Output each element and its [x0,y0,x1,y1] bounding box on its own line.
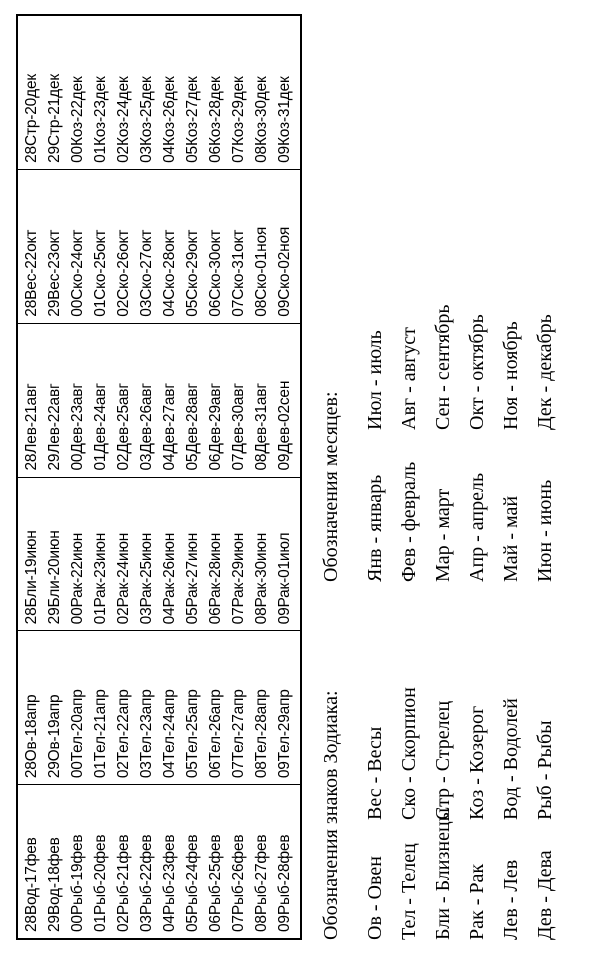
table-cell: 03Дев-26авг [138,383,155,471]
table-cell: 09Коз-31дек [276,76,293,163]
table-column [18,169,300,323]
table-cell: 00Коз-22дек [69,76,86,163]
table-cell: 09Тел-29апр [276,689,293,779]
table-column [18,784,300,938]
table-cell: 08Дев-31авг [253,383,270,471]
zodiac-legend-title: Обозначения знаков Зодиака: [320,690,342,940]
table-cell: 08Коз-30дек [253,76,270,163]
table-cell: 02Рыб-21фев [115,834,132,932]
table-cell: 08Тел-28апр [253,689,270,779]
month-legend-item: Дек - декабрь [534,314,556,430]
table-cell: 09Рак-01июл [276,532,293,625]
table-cell: 05Тел-25апр [184,689,201,779]
table-cell: 02Ско-26окт [115,229,132,317]
month-legend-item: Ноя - ноябрь [500,321,522,430]
table-cell: 04Дев-27авг [161,383,178,471]
month-legend-item: Фев - февраль [398,461,420,582]
table-column [18,16,300,169]
table-cell: 00Дев-23авг [69,383,86,471]
month-legend-item: Июл - июль [364,330,386,430]
table-cell: 29Ов-19апр [46,694,63,779]
table-cell: 01Рак-23июн [92,532,109,625]
zodiac-legend-item: Вод - Водолей [500,698,522,820]
month-legend-item: Май - май [500,495,522,582]
table-cell: 07Дев-30авг [230,383,247,471]
table-cell: 00Рыб-19фев [69,834,86,932]
table-cell: 06Дев-29авг [207,383,224,471]
table-cell: 03Рак-25июн [138,532,155,625]
month-legend-item: Авг - август [398,327,420,430]
legend-area [320,14,580,940]
table-cell: 03Ско-27окт [138,229,155,317]
zodiac-legend-item: Дев - Дева [534,850,556,940]
table-cell: 01Рыб-20фев [92,834,109,932]
table-cell: 01Коз-23дек [92,76,109,163]
table-cell: 02Рак-24июн [115,532,132,625]
table-cell: 08Рыб-27фев [253,834,270,932]
zodiac-legend-item: Лев - Лев [500,859,522,940]
table-cell: 03Тел-23апр [138,689,155,779]
table-cell: 07Рак-29июн [230,532,247,625]
table-cell: 08Ско-01ноя [253,226,270,317]
table-cell: 00Тел-20апр [69,689,86,779]
table-cell: 06Рак-28июн [207,532,224,625]
table-cell: 01Дев-24авг [92,383,109,471]
table-cell: 05Рыб-24фев [184,834,201,932]
zodiac-legend-item: Рыб - Рыбы [534,720,556,820]
month-legend-title: Обозначения месяцев: [320,391,342,582]
table-cell: 29Вод-18фев [46,837,63,932]
table-cell: 08Рак-30июн [253,532,270,625]
zodiac-legend-item: Вес - Весы [364,726,386,820]
table-cell: 07Рыб-26фев [230,834,247,932]
table-cell: 02Тел-22апр [115,689,132,779]
zodiac-date-table [16,14,302,940]
zodiac-legend-item: Бли - Близнецы [432,807,454,940]
table-cell: 29Лев-22авг [46,383,63,471]
table-cell: 04Коз-26дек [161,76,178,163]
table-cell: 00Рак-22июн [69,532,86,625]
zodiac-legend-item: Тел - Телец [398,843,420,940]
table-cell: 06Рыб-25фев [207,834,224,932]
table-cell: 29Стр-21дек [46,74,63,163]
zodiac-legend-item: Рак - Рак [466,863,488,940]
table-cell: 06Коз-28дек [207,76,224,163]
table-cell: 05Ско-29окт [184,229,201,317]
month-legend-item: Апр - апрель [466,472,488,582]
table-cell: 28Ов-18апр [23,694,40,779]
zodiac-legend-item: Ско - Скорпион [398,687,420,820]
table-cell: 01Ско-25окт [92,229,109,317]
table-column [18,630,300,784]
table-cell: 05Рак-27июн [184,532,201,625]
table-cell: 09Дев-02сен [276,380,293,471]
month-legend-item: Сен - сентябрь [432,304,454,430]
table-cell: 02Дев-25авг [115,383,132,471]
table-cell: 05Дев-28авг [184,383,201,471]
table-cell: 07Коз-29дек [230,76,247,163]
zodiac-legend-item: Ов - Овен [364,856,386,940]
table-cell: 05Коз-27дек [184,76,201,163]
table-cell: 02Коз-24дек [115,76,132,163]
table-cell: 07Тел-27апр [230,689,247,779]
table-cell: 04Рак-26июн [161,532,178,625]
table-cell: 09Ско-02ноя [276,226,293,317]
table-cell: 28Стр-20дек [23,74,40,163]
zodiac-legend-item: Коз - Козерог [466,705,488,820]
month-legend-item: Окт - октябрь [466,314,488,430]
month-legend-item: Янв - январь [364,474,386,582]
table-cell: 00Ско-24окт [69,229,86,317]
table-column [18,477,300,631]
table-cell: 03Коз-25дек [138,76,155,163]
table-cell: 04Рыб-23фев [161,834,178,932]
table-cell: 29Вес-23окт [46,229,63,317]
table-cell: 28Лев-21авг [23,383,40,471]
table-column [18,323,300,477]
table-cell: 28Вес-22окт [23,229,40,317]
table-cell: 04Ско-28окт [161,229,178,317]
table-cell: 01Тел-21апр [92,689,109,779]
table-cell: 28Бли-19июн [23,530,40,625]
table-cell: 04Тел-24апр [161,689,178,779]
table-cell: 28Вод-17фев [23,837,40,932]
month-legend-item: Июн - июнь [534,479,556,582]
month-legend-item: Мар - март [432,488,454,582]
table-cell: 06Тел-26апр [207,689,224,779]
zodiac-legend-item: Стр - Стрелец [432,700,454,820]
table-cell: 07Ско-31окт [230,229,247,317]
table-cell: 06Ско-30окт [207,229,224,317]
table-cell: 09Рыб-28фев [276,834,293,932]
table-cell: 29Бли-20июн [46,530,63,625]
table-cell: 03Рыб-22фев [138,834,155,932]
